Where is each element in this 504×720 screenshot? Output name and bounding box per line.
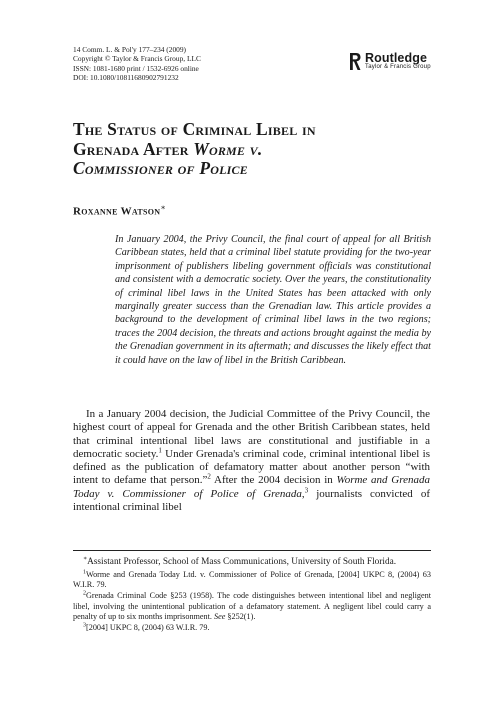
title-case-name: Worme v.: [193, 138, 263, 159]
footnote-text: §252(1).: [225, 611, 256, 621]
publisher-group: Taylor & Francis Group: [365, 64, 431, 70]
footnote-number: 3: [83, 622, 86, 629]
title-prefix: Grenada After: [73, 138, 194, 159]
doi-line: DOI: 10.1080/10811680902791232: [73, 72, 179, 82]
journal-citation-block: [73, 45, 201, 82]
issn-line: ISSN: 1081-1680 print / 1532-6926 online: [73, 63, 199, 73]
footnote-text: Worme and Grenada Today Ltd. v. Commissioner of Police of Grenada, [2004] UKPC 8, (2004) 63 W.I.R. 79.: [73, 569, 431, 590]
author-footnote-marker: ∗: [160, 203, 167, 212]
title-line-1: The Status of Criminal Libel in: [73, 119, 316, 139]
author-line: [73, 203, 166, 218]
footnote-ref-3: 3: [304, 486, 309, 495]
body-text-3: After the 2004 decision in: [210, 474, 337, 487]
article-title: [73, 120, 433, 179]
author-name: Roxanne Watson: [73, 205, 161, 218]
footnote-ref-1: 1: [158, 446, 162, 455]
footnote-1: [73, 570, 431, 591]
routledge-logo-icon: [349, 52, 361, 71]
abstract: In January 2004, the Privy Council, the final court of appeal for all British Caribbean states, held that a criminal libel statute providing for the two-year imprisonment of publishers libeling government officials was constitutional and consistent with a democratic society. Over the years, the constitutionality of criminal libel laws in the United States has been attacked with only marginally greater success than the Grenadian law. This article provides a background to the development of criminal libel laws in the two regions; traces the 2004 decision, the threats and actions brought against the media by the Grenadian government in its aftermath; and discusses the likely effect that it could have on the law of libel in the British Caribbean.: [115, 234, 431, 366]
copyright-line: Copyright © Taylor & Francis Group, LLC: [73, 54, 201, 64]
footnote-ref-2: 2: [207, 472, 211, 481]
footnote-marker: ∗: [83, 555, 88, 562]
footnote-text: Assistant Professor, School of Mass Communications, University of South Florida.: [87, 557, 397, 567]
footnote-text: [2004] UKPC 8, (2004) 63 W.I.R. 79.: [86, 623, 210, 633]
footnote-2: [73, 591, 431, 622]
body-text-2: Under Grenada's criminal code, criminal intentional libel is defined as the publication of defamatory matter about another person “with intent to defame that person.”: [73, 447, 430, 487]
footnote-author: [73, 557, 431, 569]
body-paragraph: [73, 408, 430, 514]
title-line-2: [73, 140, 433, 160]
body-text-1: In a January 2004 decision, the Judicial Committee of the Privy Council, the highest court of appeal for Grenada and the other British Caribbean states, held that criminal intentional libel laws are constitutional and justifiable in a democratic society.: [73, 408, 430, 460]
footnote-signal: See: [214, 611, 226, 621]
footnotes: [73, 557, 431, 635]
case-citation: Worme and Grenada Today v. Commissioner of Police of Grenada: [73, 474, 430, 500]
title-case-name-cont: Commissioner of Police: [73, 158, 248, 178]
journal-citation: 14 Comm. L. & Pol'y 177–234 (2009): [73, 45, 187, 54]
title-line-3: [73, 159, 433, 179]
publisher-name: Routledge: [365, 51, 428, 65]
footnote-number: 2: [83, 590, 86, 597]
footnote-text: Grenada Criminal Code §253 (1958). The code distinguishes between intentional libel and negligent libel, involving the unintentional publication of a defamatory statement. A negligent libel could carry a penalty of up to six months imprisonment.: [73, 591, 431, 621]
footnote-divider: [73, 550, 431, 551]
publisher-logo: [349, 52, 431, 71]
body-text-4: ,: [301, 487, 305, 500]
footnote-3: [73, 623, 431, 633]
footnote-number: 1: [83, 569, 86, 576]
body-text-5: journalists convicted of intentional criminal libel: [73, 487, 430, 514]
